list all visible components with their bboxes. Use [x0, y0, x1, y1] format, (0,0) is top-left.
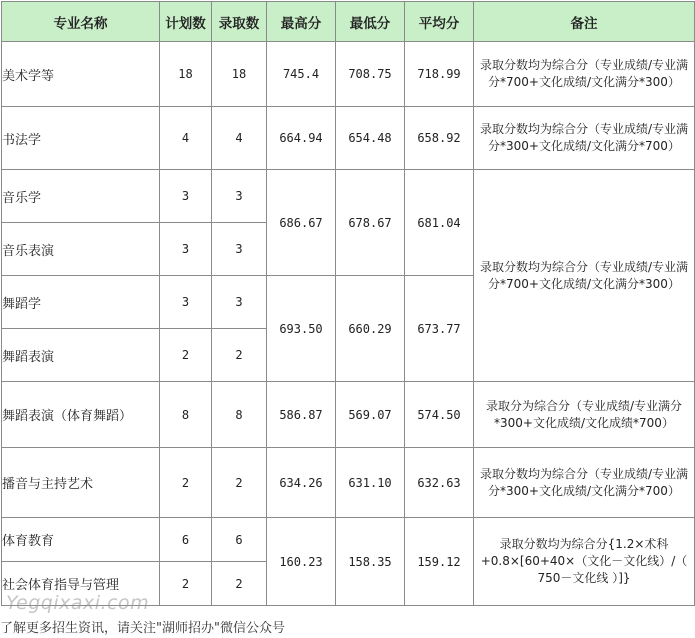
table-row: [2, 170, 695, 223]
plan-cell: 18: [160, 42, 212, 107]
table-header-row: [2, 2, 695, 42]
max-cell: 634.26: [267, 448, 336, 518]
max-cell: 745.4: [267, 42, 336, 107]
header-plan: 计划数: [160, 2, 212, 42]
admit-cell: 3: [212, 223, 267, 276]
max-cell: 160.23: [267, 518, 336, 606]
header-note: 备注: [474, 2, 695, 42]
plan-cell: 8: [160, 382, 212, 448]
major-cell: 舞蹈学: [2, 276, 160, 329]
header-major: 专业名称: [2, 2, 160, 42]
max-cell: 686.67: [267, 170, 336, 276]
min-cell: 708.75: [336, 42, 405, 107]
plan-cell: 2: [160, 448, 212, 518]
note-cell: 录取分数均为综合分（专业成绩/专业满分*300+文化成绩/文化满分*700）: [474, 107, 695, 170]
header-avg: 平均分: [405, 2, 474, 42]
table-row: [2, 382, 695, 448]
plan-cell: 2: [160, 562, 212, 606]
major-cell: 书法学: [2, 107, 160, 170]
table-row: [2, 107, 695, 170]
avg-cell: 718.99: [405, 42, 474, 107]
min-cell: 654.48: [336, 107, 405, 170]
admit-cell: 2: [212, 448, 267, 518]
avg-cell: 658.92: [405, 107, 474, 170]
header-min: 最低分: [336, 2, 405, 42]
max-cell: 664.94: [267, 107, 336, 170]
major-cell: 音乐学: [2, 170, 160, 223]
plan-cell: 4: [160, 107, 212, 170]
plan-cell: 3: [160, 276, 212, 329]
admit-cell: 3: [212, 170, 267, 223]
admit-cell: 6: [212, 518, 267, 562]
note-cell: 录取分数均为综合分（专业成绩/专业满分*700+文化成绩/文化满分*300）: [474, 42, 695, 107]
admission-score-table: [1, 1, 695, 606]
plan-cell: 3: [160, 170, 212, 223]
admit-cell: 18: [212, 42, 267, 107]
admit-cell: 3: [212, 276, 267, 329]
table-row: [2, 518, 695, 562]
min-cell: 569.07: [336, 382, 405, 448]
header-admit: 录取数: [212, 2, 267, 42]
max-cell: 586.87: [267, 382, 336, 448]
note-cell: 录取分数均为综合分{1.2×术科+0.8×[60+40×（文化－文化线）/（ 750－文化线 ）]}: [474, 518, 695, 606]
major-cell: 美术学等: [2, 42, 160, 107]
watermark: Yegqixaxi.com: [6, 592, 150, 614]
admit-cell: 8: [212, 382, 267, 448]
plan-cell: 3: [160, 223, 212, 276]
max-cell: 693.50: [267, 276, 336, 382]
note-cell: 录取分为综合分（专业成绩/专业满分*300+文化成绩/文化成绩*700）: [474, 382, 695, 448]
admit-cell: 2: [212, 329, 267, 382]
major-cell: 播音与主持艺术: [2, 448, 160, 518]
table-row: [2, 42, 695, 107]
plan-cell: 6: [160, 518, 212, 562]
note-cell: 录取分数均为综合分（专业成绩/专业满分*300+文化成绩/文化满分*700）: [474, 448, 695, 518]
major-cell: 舞蹈表演（体育舞蹈）: [2, 382, 160, 448]
header-max: 最高分: [267, 2, 336, 42]
min-cell: 678.67: [336, 170, 405, 276]
footer-note: 了解更多招生资讯，请关注"湖师招办"微信公众号: [0, 621, 285, 636]
avg-cell: 574.50: [405, 382, 474, 448]
major-cell: 舞蹈表演: [2, 329, 160, 382]
admit-cell: 2: [212, 562, 267, 606]
avg-cell: 673.77: [405, 276, 474, 382]
avg-cell: 159.12: [405, 518, 474, 606]
avg-cell: 681.04: [405, 170, 474, 276]
min-cell: 158.35: [336, 518, 405, 606]
major-cell: 音乐表演: [2, 223, 160, 276]
min-cell: 660.29: [336, 276, 405, 382]
plan-cell: 2: [160, 329, 212, 382]
note-cell: 录取分数均为综合分（专业成绩/专业满分*700+文化成绩/文化满分*300）: [474, 170, 695, 382]
major-cell: 体育教育: [2, 518, 160, 562]
avg-cell: 632.63: [405, 448, 474, 518]
min-cell: 631.10: [336, 448, 405, 518]
table-row: [2, 448, 695, 518]
major-cell: 社会体育指导与管理: [2, 562, 160, 606]
admit-cell: 4: [212, 107, 267, 170]
